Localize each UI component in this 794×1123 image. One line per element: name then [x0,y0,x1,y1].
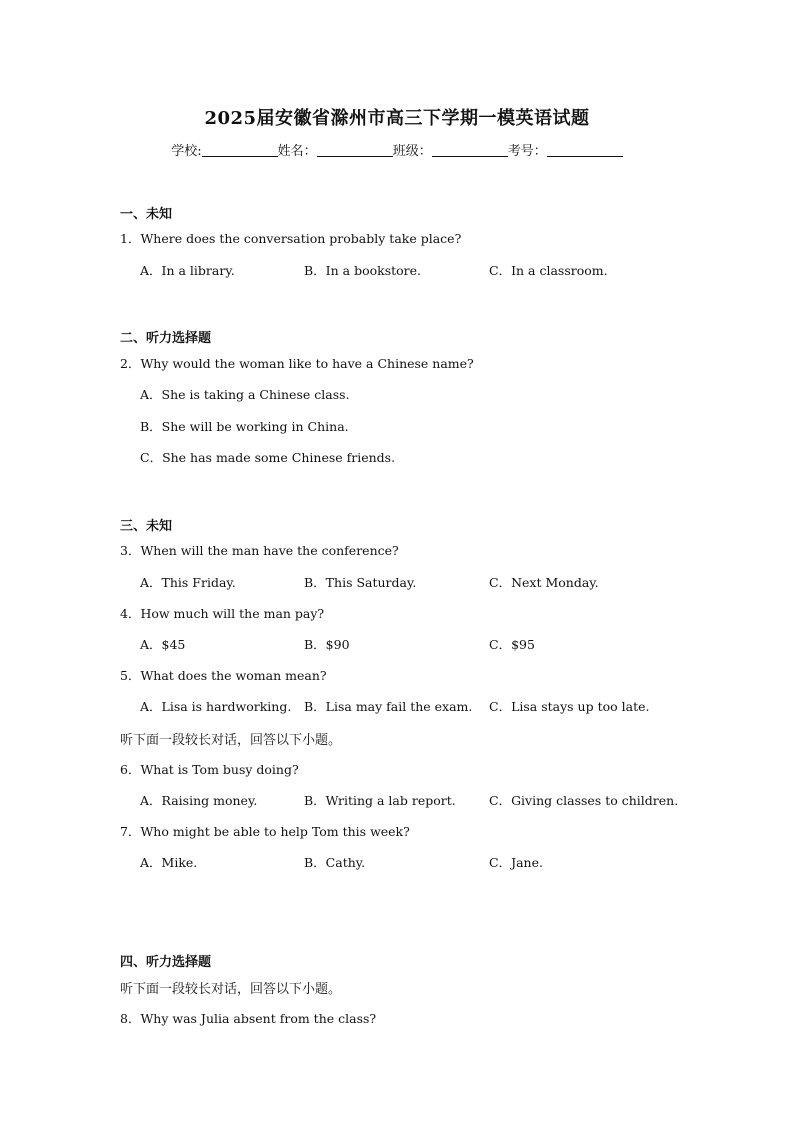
question-stem: 4．How much will the man pay? [120,606,325,621]
instruction-text: 听下面一段较长对话，回答以下小题。 [120,982,342,997]
option-a: A．Raising money. [140,793,258,808]
option-a: A．$45 [140,637,186,652]
option-a: A．Lisa is hardworking. [140,699,292,714]
option-c: C．In a classroom. [489,263,608,278]
option-c: C．Jane. [489,855,543,870]
student-info-line [0,140,794,159]
option-c: C．Next Monday. [489,575,599,590]
section-heading: 三、未知 [120,519,173,534]
page-title: 2025届安徽省滁州市高三下学期一模英语试题 [204,108,590,129]
section-heading: 二、听力选择题 [120,331,212,346]
question-stem: 6．What is Tom busy doing? [120,762,299,777]
question-stem: 1．Where does the conversation probably take place? [120,231,462,246]
option-b: B．In a bookstore. [304,263,422,278]
option-b: B．This Saturday. [304,575,417,590]
option-a: A．She is taking a Chinese class. [140,387,350,402]
section-heading: 四、听力选择题 [120,955,212,970]
question-stem: 2．Why would the woman like to have a Chinese name? [120,356,474,371]
option-b: B．She will be working in China. [140,419,349,434]
school-label: 学校: [171,144,202,159]
option-c: C．She has made some Chinese friends. [140,450,396,465]
option-c: C．Giving classes to children. [489,793,679,808]
name-label: 姓名： [277,144,317,159]
question-stem: 7．Who might be able to help Tom this week? [120,824,410,839]
school-field[interactable] [202,143,278,157]
option-b: B．Lisa may fail the exam. [304,699,473,714]
name-field[interactable] [317,143,393,157]
option-b: B．Writing a lab report. [304,793,456,808]
option-b: B．$90 [304,637,350,652]
class-label: 班级： [392,144,432,159]
question-stem: 8．Why was Julia absent from the class? [120,1011,377,1026]
option-c: C．$95 [489,637,535,652]
option-b: B．Cathy. [304,855,366,870]
question-stem: 3．When will the man have the conference? [120,543,399,558]
class-field[interactable] [432,143,508,157]
option-c: C．Lisa stays up too late. [489,699,650,714]
instruction-text: 听下面一段较长对话，回答以下小题。 [120,733,342,748]
exam-number-field[interactable] [547,143,623,157]
option-a: A．Mike. [140,855,198,870]
section-heading: 一、未知 [120,207,173,222]
exam-number-label: 考号： [507,144,547,159]
question-stem: 5．What does the woman mean? [120,668,327,683]
option-a: A．This Friday. [140,575,236,590]
option-a: A．In a library. [140,263,235,278]
